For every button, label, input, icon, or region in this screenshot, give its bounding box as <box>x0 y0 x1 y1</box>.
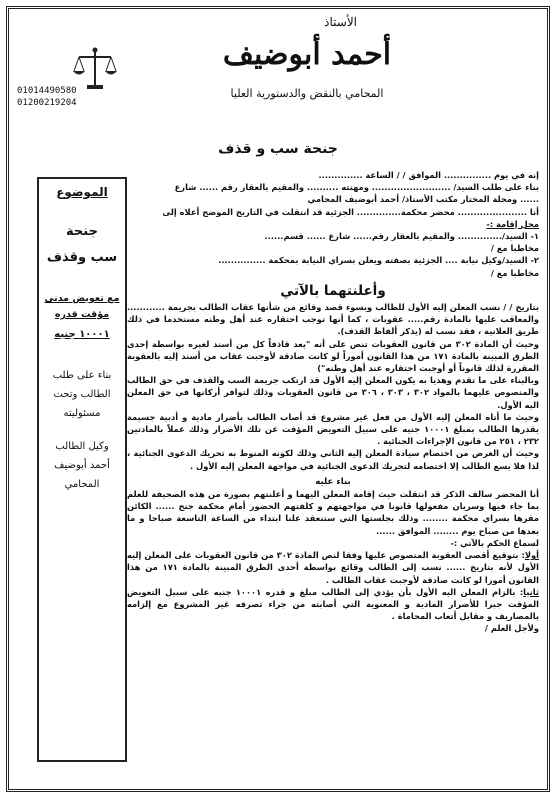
closing-paragraph: لسماع الحكم بالآتي :- <box>450 537 539 548</box>
header-line: مخاطبا مع / <box>490 243 539 254</box>
body-paragraph: وحيث أن المادة ٣٠٢ من قانون العقوبات تنص على أنه "يعد قاذفاً كل من أسند لغيره بواسطة إحدى الطرق المبينة بالمادة ١٧١ من هذا القانون أموراً لو كانت صادقة لأوجبت عقاب من أسند إليه بالعقوبة المقررة لذلك قانوناً أو أوجبت احتقاره عند أهل وطنه") <box>127 338 539 374</box>
phone-1: 01014490580 <box>17 86 77 96</box>
body-paragraph: وبالبناء على ما تقدم وهديا به يكون المعلن إليه الأول قد ارتكب جريمة السب والقذف في حق الطالب والمنصوص عليهما بالمواد ٣٠٢ ، ٣٠٣ ، ٣٠٦ من قانون العقوبات وذلك لتوافر أركانها في حق المعلن اليه الأول. <box>127 375 539 410</box>
phone-numbers <box>17 85 77 109</box>
letterhead-title: الأستاذ <box>324 15 357 29</box>
header-line: بناء على طلب السيد/ ......................... ومهنته .......... والمقيم بالعقار رقم ...... شارع <box>174 182 539 193</box>
sidebar-subject <box>39 219 125 271</box>
request-label: ثانيا <box>523 586 539 597</box>
closing-paragraph: أنا المحضر سالف الذكر قد انتقلت حيث إقامة المعلن اليهما و أعلنتهم بصورة من هذه الصحيفة للعلم بما جاء فيها وسريان مفعولها قانونا في مواجهتهم و كلفتهم الحضور أمام محكمة جنح ...... الكائن مقرها بسراي محكمة ........ وذلك بجلستها التي ستنعقد علنا ابتداء من الساعة التاسعة صباحا و ما بعدها من صباح يوم ........ الموافق ...... <box>127 489 539 536</box>
request-label: أولا <box>524 550 539 561</box>
basis-line: بناء على طلب <box>52 370 112 381</box>
agent-line: أحمد أبوضيف <box>54 460 110 471</box>
header-line: محل إقامة :- <box>486 218 539 229</box>
ending-line: ولأجل العلم / <box>484 623 539 634</box>
header-line: ٢- السيد/وكيل نيابة .... الجزئية بصفته ويعلن بسراي النيابة بمحكمة ............... <box>218 255 539 266</box>
header-line: ...... ومحلة المختار مكتب الأستاذ/ أحمد أبوضيف المحامي <box>307 194 539 205</box>
sidebar-header: الموضوع <box>56 185 108 199</box>
request-item <box>127 549 539 586</box>
basis-line: الطالب وتحت <box>53 389 111 400</box>
body-paragraph: وحيث أن الغرض من اختصام سيادة المعلن إليه الثاني وذلك لكونه المنوط به تحريك الدعوى الجنائية ، لذا فلا يسع الطالب إلا اختصامه لتحريك الدعوى الجنائية في مواجهة المعلن إليه الأول . <box>127 448 539 471</box>
subject-line: سب وقذف <box>46 250 118 265</box>
compensation-line: مع تعويض مدني <box>44 293 120 304</box>
subject-sidebar <box>37 177 127 762</box>
therefore-heading: بناء عليه <box>315 476 351 487</box>
basis-line: مسئوليته <box>63 408 101 419</box>
request-text: : بتوقيع أقصى العقوبة المنصوص عليها وفقا لنص المادة ٣٠٢ من قانون العقوبات على المعلن إليه الأول لأنه بتاريخ ...... نسب إلى الطالب وقائع بواسطة أحدى الطرق المبينة بالمادة ١٧١ من هذا القانون أمورا لو كانت صادقة لأوجبت عقاب الطالب . <box>127 550 539 585</box>
sidebar-amount: ١٠٠٠١ جنيه <box>54 329 110 340</box>
notice-title: وأعلنتهما بالآتي <box>280 282 386 299</box>
body-paragraph: بتاريخ / / نسب المعلن إليه الأول للطالب وبسوء قصد وقائع من شأنها عقاب الطالب بجريمة ............ والمعاقب عليها بالمادة رقم..... عقوبات ، كما أنها توجب احتقاره عند أهل وطنه مستخدما في ذلك طريق العلانية ، فقد نسب له (يذكر ألفاظ القذف). <box>127 302 539 337</box>
document-page <box>6 6 550 792</box>
header-line: مخاطبا مع / <box>490 267 539 278</box>
agent-line: وكيل الطالب <box>55 441 109 452</box>
header-line: ١- السيد/.............. والمقيم بالعقار رقم...... شارع ...... قسم...... <box>264 231 539 242</box>
phone-2: 01200219204 <box>17 98 77 108</box>
sidebar-basis <box>39 366 125 423</box>
letterhead-name: أحمد أبوضيف <box>222 37 392 72</box>
letterhead <box>9 15 547 115</box>
body-paragraph: وحيث ما أتاه المعلن إليه الأول من فعل غير مشروع قد أصاب الطالب بأضرار مادية و أدبية جسيمة يقدرها الطالب بمبلغ ١٠٠٠١ جنيه على سبيل التعويض المؤقت عن تلك الأضرار وذلك عملاً بالمادتين ٢٣٢ ، ٢٥١ من قانون الإجراءات الجنائية . <box>127 411 539 447</box>
header-line: أنا ...................... محضر محكمة.............. الجزئية قد انتقلت في التاريخ الموضح أعلاه إلى <box>162 206 539 217</box>
subject-line: جنحة <box>66 224 98 239</box>
sidebar-agent <box>39 437 125 494</box>
main-body <box>127 169 539 635</box>
request-text: : بالزام المعلن اليه الأول بأن يؤدي إلى الطالب مبلغ و قدره ١٠٠٠١ جنيه على سبيل التعويض المؤقت جبرا للأضرار المادية و المعنوية التي أصابته من جراء تصرفه غير المشروع مع إلزامه بالمصاريف و مقابل أتعاب المحاماة . <box>127 586 539 622</box>
header-line: إنه في يوم ............... الموافق / / الساعة .............. <box>318 170 539 180</box>
document-title: جنحة سب و قذف <box>218 141 338 157</box>
sidebar-compensation <box>39 291 125 323</box>
compensation-line: مؤقت قدره <box>54 309 110 320</box>
scales-of-justice-icon <box>71 45 119 93</box>
agent-line: المحامي <box>64 479 100 490</box>
request-item <box>127 586 539 623</box>
letterhead-subtitle: المحامي بالنقض والدستورية العليا <box>230 87 384 100</box>
